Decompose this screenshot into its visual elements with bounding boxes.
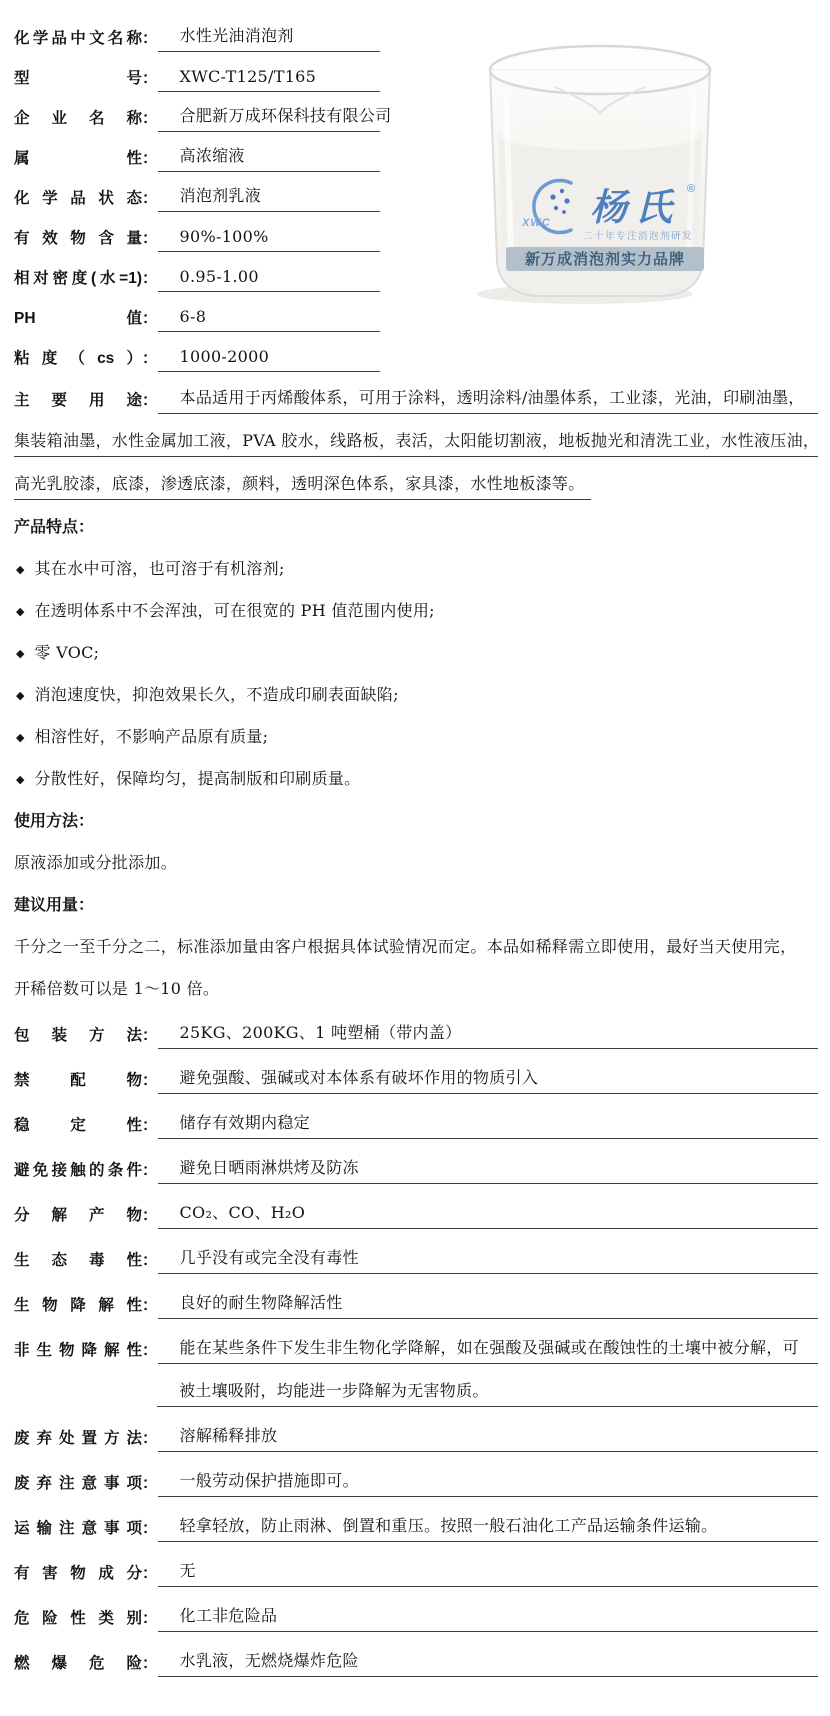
field-row-disposal-method: [14, 1407, 818, 1452]
beaker-rim: [490, 46, 710, 94]
field-value-continuation: 高光乳胶漆，底漆，渗透底漆，颜料，透明深色体系，家具漆，水性地板漆等。: [14, 471, 591, 500]
diamond-bullet-icon: ◆: [16, 774, 25, 786]
field-label: 分解产物: [14, 1207, 142, 1224]
field-row-incompatibles: [14, 1049, 818, 1094]
field-colon: ：: [142, 310, 158, 327]
field-row-decomposition: [14, 1184, 818, 1229]
field-row-biodegradability: [14, 1274, 818, 1319]
field-label: 避免接触的条件: [14, 1162, 142, 1179]
feature-item: [14, 668, 818, 710]
field-row-viscosity: [14, 332, 818, 372]
field-label: 有效物含量: [14, 230, 142, 247]
brand-banner: [506, 247, 704, 271]
paragraph-text: 千分之一至千分之二，标准添加量由客户根据具体试验情况而定。本品如稀释需立即使用，最好当天使用完，: [14, 937, 797, 956]
beaker-image: [450, 40, 750, 310]
feature-item: [14, 710, 818, 752]
field-colon: ：: [142, 1162, 158, 1179]
field-label: 稳定性: [14, 1117, 142, 1134]
field-label: 包装方法: [14, 1027, 142, 1044]
field-row-packing: [14, 1004, 818, 1049]
diamond-bullet-icon: ◆: [16, 606, 25, 618]
feature-item: [14, 752, 818, 794]
field-value: 高浓缩液: [158, 143, 380, 172]
field-label: 属性: [14, 150, 142, 167]
field-value: 避免强酸、强碱或对本体系有破坏作用的物质引入: [158, 1065, 818, 1094]
field-label: 生态毒性: [14, 1252, 142, 1269]
product-photo: [450, 40, 750, 310]
field-row-non-biodegradability: [14, 1319, 818, 1364]
field-label: 有害物成分: [14, 1565, 142, 1582]
feature-text: 消泡速度快，抑泡效果长久，不造成印刷表面缺陷;: [34, 685, 399, 704]
field-value: 溶解稀释排放: [158, 1423, 818, 1452]
field-row-hazardous-components: [14, 1542, 818, 1587]
section-heading-usage: [14, 794, 818, 836]
field-colon: ：: [142, 1610, 158, 1627]
field-colon: ：: [142, 1027, 158, 1044]
field-colon: ：: [142, 30, 158, 47]
section-heading: 产品特点：: [14, 519, 95, 536]
field-value: 消泡剂乳液: [158, 183, 380, 212]
paragraph-text: 开稀倍数可以是 1～10 倍。: [14, 979, 220, 998]
field-value: 0.95-1.00: [158, 267, 380, 292]
field-row-eco-toxicity: [14, 1229, 818, 1274]
section-heading: 建议用量：: [14, 897, 95, 914]
field-row-disposal-precautions: [14, 1452, 818, 1497]
field-value: 轻拿轻放，防止雨淋、倒置和重压。按照一般石油化工产品运输条件运输。: [158, 1513, 818, 1542]
field-colon: ：: [142, 1475, 158, 1492]
field-value-continuation-row: [14, 414, 818, 457]
field-label: PH值: [14, 310, 142, 327]
field-label: 禁配物: [14, 1072, 142, 1089]
section-heading-dosage: [14, 878, 818, 920]
field-value: 避免日晒雨淋烘烤及防冻: [158, 1155, 818, 1184]
field-label: 危险性类别: [14, 1610, 142, 1627]
field-value: 6-8: [158, 307, 380, 332]
field-value-continuation-row: [157, 1364, 818, 1407]
field-colon: ：: [142, 270, 158, 287]
field-value: 能在某些条件下发生非生物化学降解，如在强酸及强碱或在酸蚀性的土壤中被分解，可: [158, 1335, 818, 1364]
field-value: 几乎没有或完全没有毒性: [158, 1245, 818, 1274]
field-label: 粘度（cs）: [14, 350, 142, 367]
field-value: 无: [158, 1558, 818, 1587]
diamond-bullet-icon: ◆: [16, 690, 25, 702]
field-colon: ：: [142, 350, 158, 367]
field-value-continuation: 集装箱油墨，水性金属加工液，PVA 胶水，线路板，表活，太阳能切割液，地板抛光和清洗工业，水性液压油，: [14, 428, 818, 457]
liquid-surface: [500, 120, 700, 150]
field-colon: ：: [142, 1430, 158, 1447]
field-value: 良好的耐生物降解活性: [158, 1290, 818, 1319]
field-colon: ：: [142, 1117, 158, 1134]
field-label: 生物降解性: [14, 1297, 142, 1314]
diamond-bullet-icon: ◆: [16, 564, 25, 576]
field-colon: ：: [142, 150, 158, 167]
field-value: 本品适用于丙烯酸体系，可用于涂料，透明涂料/油墨体系，工业漆，光油，印刷油墨，: [158, 385, 818, 414]
field-row-explosion-hazard: [14, 1632, 818, 1677]
diamond-bullet-icon: ◆: [16, 732, 25, 744]
feature-text: 分散性好，保障均匀，提高制版和印刷质量。: [34, 769, 361, 788]
field-value: 90%-100%: [158, 227, 380, 252]
brand-name-text: 杨氏: [590, 185, 680, 229]
feature-text: 其在水中可溶，也可溶于有机溶剂;: [34, 559, 285, 578]
field-colon: ：: [142, 1072, 158, 1089]
field-colon: ：: [142, 1520, 158, 1537]
field-label: 企业名称: [14, 110, 142, 127]
feature-item: [14, 626, 818, 668]
field-colon: ：: [142, 1655, 158, 1672]
brand-tagline: 二十年专注消泡剂研发: [582, 231, 694, 242]
field-colon: ：: [142, 1342, 158, 1359]
feature-text: 相溶性好，不影响产品原有质量;: [34, 727, 269, 746]
field-label: 化学品状态: [14, 190, 142, 207]
field-colon: ：: [142, 392, 158, 409]
field-colon: ：: [142, 110, 158, 127]
field-label: 废弃注意事项: [14, 1475, 142, 1492]
feature-text: 零 VOC;: [34, 643, 100, 662]
brand-abbr-text: XWC: [522, 217, 551, 229]
field-colon: ：: [142, 70, 158, 87]
field-label: 型号: [14, 70, 142, 87]
field-label: 化学品中文名称: [14, 30, 142, 47]
field-row-main-use: [14, 372, 818, 414]
section-heading-features: [14, 500, 818, 542]
field-row-conditions-to-avoid: [14, 1139, 818, 1184]
field-row-stability: [14, 1094, 818, 1139]
field-value: 1000-2000: [158, 347, 380, 372]
paragraph-row: [14, 962, 818, 1004]
field-value: 25KG、200KG、1 吨塑桶（带内盖）: [158, 1020, 818, 1049]
paragraph-row: [14, 836, 818, 878]
field-label: 非生物降解性: [14, 1342, 142, 1359]
field-colon: ：: [142, 1207, 158, 1224]
paragraph-row: [14, 920, 818, 962]
registered-mark: ®: [687, 183, 696, 195]
field-value: 水乳液，无燃烧爆炸危险: [158, 1648, 818, 1677]
field-colon: ：: [142, 1252, 158, 1269]
field-value: CO₂、CO、H₂O: [158, 1200, 818, 1229]
feature-item: [14, 584, 818, 626]
field-colon: ：: [142, 1565, 158, 1582]
feature-item: [14, 542, 818, 584]
field-colon: ：: [142, 230, 158, 247]
field-row-hazard-class: [14, 1587, 818, 1632]
section-heading: 使用方法：: [14, 813, 95, 830]
field-value: 水性光油消泡剂: [158, 23, 380, 52]
field-colon: ：: [142, 1297, 158, 1314]
field-label: 废弃处置方法: [14, 1430, 142, 1447]
field-value: 储存有效期内稳定: [158, 1110, 818, 1139]
feature-text: 在透明体系中不会浑浊，可在很宽的 PH 值范围内使用;: [34, 601, 435, 620]
field-value: 化工非危险品: [158, 1603, 818, 1632]
field-value: 一般劳动保护措施即可。: [158, 1468, 818, 1497]
field-label: 相对密度(水=1): [14, 270, 142, 287]
field-value: 合肥新万成环保科技有限公司: [158, 103, 380, 132]
field-label: 燃爆危险: [14, 1655, 142, 1672]
field-label: 主要用途: [14, 392, 142, 409]
field-value-continuation: 被土壤吸附，均能进一步降解为无害物质。: [157, 1378, 818, 1407]
brand-banner-text: 新万成消泡剂实力品牌: [524, 251, 686, 268]
field-value: XWC-T125/T165: [158, 67, 380, 92]
field-value-continuation-row: [14, 457, 818, 500]
field-label: 运输注意事项: [14, 1520, 142, 1537]
diamond-bullet-icon: ◆: [16, 648, 25, 660]
field-colon: ：: [142, 190, 158, 207]
paragraph-text: 原液添加或分批添加。: [14, 853, 178, 872]
field-row-transport-precautions: [14, 1497, 818, 1542]
